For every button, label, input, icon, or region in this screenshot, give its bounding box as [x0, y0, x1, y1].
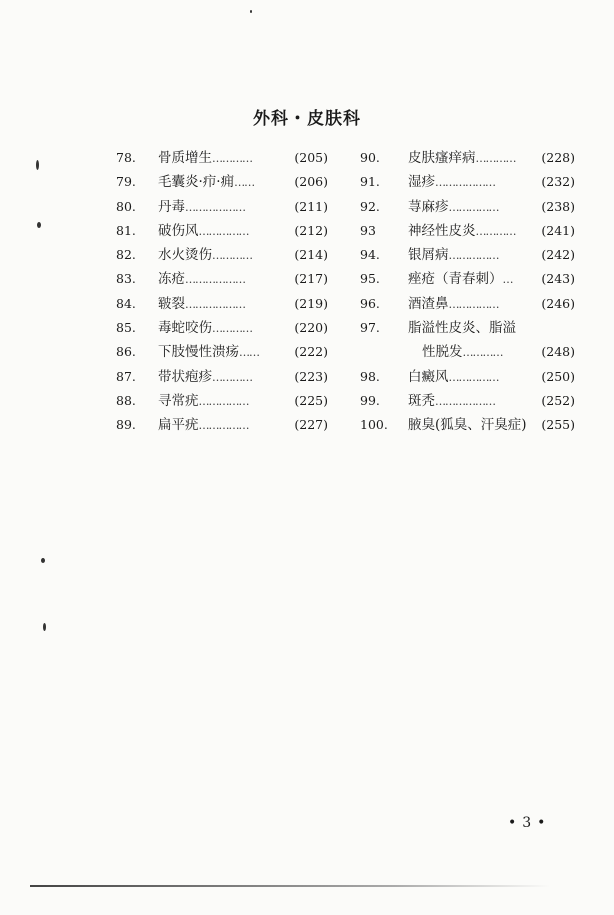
scan-speck	[36, 160, 39, 170]
entry-number: 98.	[360, 368, 380, 384]
toc-entry	[116, 316, 328, 340]
leader-dots: ……	[234, 176, 255, 190]
entry-number: 85.	[116, 320, 136, 336]
leader-dots: …	[502, 273, 513, 287]
scan-speck	[37, 222, 41, 228]
toc-entry	[116, 195, 328, 219]
entry-title: 酒渣鼻	[408, 295, 449, 312]
leader-dots: …………	[475, 152, 516, 165]
toc-entry	[360, 146, 575, 170]
entry-page: (212)	[294, 222, 328, 238]
leader-dots: ………………	[185, 200, 245, 214]
entry-title: 下肢慢性溃疡	[158, 344, 239, 361]
entry-page: (255)	[541, 417, 575, 433]
entry-page: (211)	[294, 198, 328, 214]
entry-page: (238)	[541, 198, 575, 214]
scan-speck	[41, 558, 45, 563]
entry-number: 96.	[360, 295, 380, 311]
entry-page: (223)	[294, 368, 328, 384]
toc-entry	[360, 267, 575, 291]
entry-number: 91.	[360, 174, 380, 190]
leader-dots: …………	[212, 152, 252, 165]
entry-title: 银屑病	[408, 247, 449, 264]
leader-dots: …………	[212, 322, 252, 336]
entry-number: 81.	[116, 222, 136, 238]
entry-page: (222)	[294, 344, 328, 360]
entry-page: (217)	[294, 271, 328, 287]
toc-entry	[360, 170, 575, 194]
leader-dots: …………	[212, 249, 252, 263]
toc-entry	[116, 267, 328, 291]
entry-number: 84.	[116, 295, 136, 311]
leader-dots: ………………	[185, 297, 245, 311]
toc-entry	[360, 195, 575, 219]
entry-number: 80.	[116, 198, 136, 214]
entry-title: 扁平疣	[158, 417, 199, 434]
entry-number: 78.	[116, 150, 136, 165]
page-title: 外科・皮肤科	[253, 109, 361, 129]
entry-page: (227)	[294, 417, 328, 433]
entry-title: 腋臭(狐臭、汗臭症)	[408, 417, 527, 434]
toc-entry	[360, 389, 575, 413]
toc-entry	[116, 292, 328, 316]
entry-page: (214)	[294, 247, 328, 263]
toc-entry	[116, 340, 328, 364]
toc-entry	[116, 219, 328, 243]
entry-title: 骨质增生	[158, 150, 212, 166]
entry-title: 白癜风	[408, 368, 449, 385]
entry-title: 破伤风	[158, 222, 199, 239]
leader-dots: ……	[239, 346, 259, 360]
entry-title: 毒蛇咬伤	[158, 320, 212, 337]
entry-number: 95.	[360, 271, 380, 287]
entry-page: (220)	[294, 320, 328, 336]
leader-dots: ………………	[435, 176, 495, 190]
scan-speck	[250, 10, 252, 13]
leader-dots: ……………	[198, 394, 249, 408]
leader-dots: …………	[462, 346, 503, 360]
entry-number: 88.	[116, 392, 136, 408]
entry-title: 荨麻疹	[408, 198, 449, 215]
entry-page: (219)	[294, 295, 328, 311]
leader-dots: ……………	[198, 224, 249, 238]
entry-title: 丹毒	[158, 198, 185, 215]
entry-page: (206)	[294, 174, 328, 190]
toc-entry	[360, 243, 575, 267]
entry-number: 100.	[360, 417, 388, 433]
entry-number: 92.	[360, 198, 380, 214]
toc-entry	[360, 219, 575, 243]
entry-title: 神经性皮炎	[408, 222, 476, 239]
entry-title: 痤疮（青春刺）	[408, 271, 503, 288]
entry-page: (228)	[541, 150, 575, 165]
leader-dots: ……………	[448, 370, 499, 384]
entry-number: 86.	[116, 344, 136, 360]
toc-right-column	[360, 146, 575, 438]
toc-entry	[360, 340, 575, 364]
entry-title: 带状疱疹	[158, 368, 212, 385]
scan-speck	[43, 623, 46, 631]
toc-entry	[360, 316, 575, 340]
entry-title: 毛囊炎·疖·痈	[158, 174, 235, 191]
entry-title: 脂溢性皮炎、脂溢	[408, 320, 516, 337]
leader-dots: ……………	[448, 297, 499, 311]
entry-page: (232)	[541, 174, 575, 190]
toc-entry	[116, 170, 328, 194]
entry-page: (250)	[541, 368, 575, 384]
scan-edge-line	[30, 885, 550, 887]
entry-number: 94.	[360, 247, 380, 263]
toc-entry	[116, 146, 328, 170]
toc-entry	[116, 365, 328, 389]
entry-page: (248)	[541, 344, 575, 360]
page-number: •3•	[508, 815, 552, 831]
leader-dots: ………………	[435, 394, 495, 408]
leader-dots: …………	[212, 370, 252, 384]
toc-entry	[360, 292, 575, 316]
leader-dots: ……………	[448, 249, 499, 263]
entry-title: 皮肤瘙痒病	[408, 150, 476, 166]
leader-dots: …………	[475, 224, 516, 238]
entry-page: (241)	[541, 222, 575, 238]
entry-title: 寻常疣	[158, 392, 199, 409]
toc-entry	[360, 365, 575, 389]
leader-dots: ………………	[185, 273, 245, 287]
entry-title: 性脱发	[422, 344, 463, 361]
entry-number: 83.	[116, 271, 136, 287]
entry-number: 90.	[360, 150, 380, 165]
leader-dots: ……………	[448, 200, 499, 214]
toc-entry	[116, 389, 328, 413]
entry-title: 水火烫伤	[158, 247, 212, 264]
toc-left-column	[116, 146, 328, 438]
toc-entry	[116, 243, 328, 267]
entry-number: 99.	[360, 392, 380, 408]
entry-page: (225)	[294, 392, 328, 408]
toc-entry	[116, 413, 328, 437]
entry-title: 皲裂	[158, 295, 185, 312]
entry-number: 82.	[116, 247, 136, 263]
toc-entry	[360, 413, 575, 437]
entry-number: 79.	[116, 174, 136, 190]
entry-title: 湿疹	[408, 174, 435, 191]
entry-page: (246)	[541, 295, 575, 311]
entry-page: (243)	[541, 271, 575, 287]
entry-number: 89.	[116, 417, 136, 433]
entry-number: 87.	[116, 368, 136, 384]
leader-dots: ……………	[198, 419, 249, 433]
entry-number: 97.	[360, 320, 380, 336]
entry-number: 93	[360, 222, 376, 238]
entry-page: (252)	[541, 392, 575, 408]
entry-page: (205)	[294, 150, 328, 165]
entry-title: 冻疮	[158, 271, 185, 288]
entry-title: 斑秃	[408, 392, 435, 409]
entry-page: (242)	[541, 247, 575, 263]
